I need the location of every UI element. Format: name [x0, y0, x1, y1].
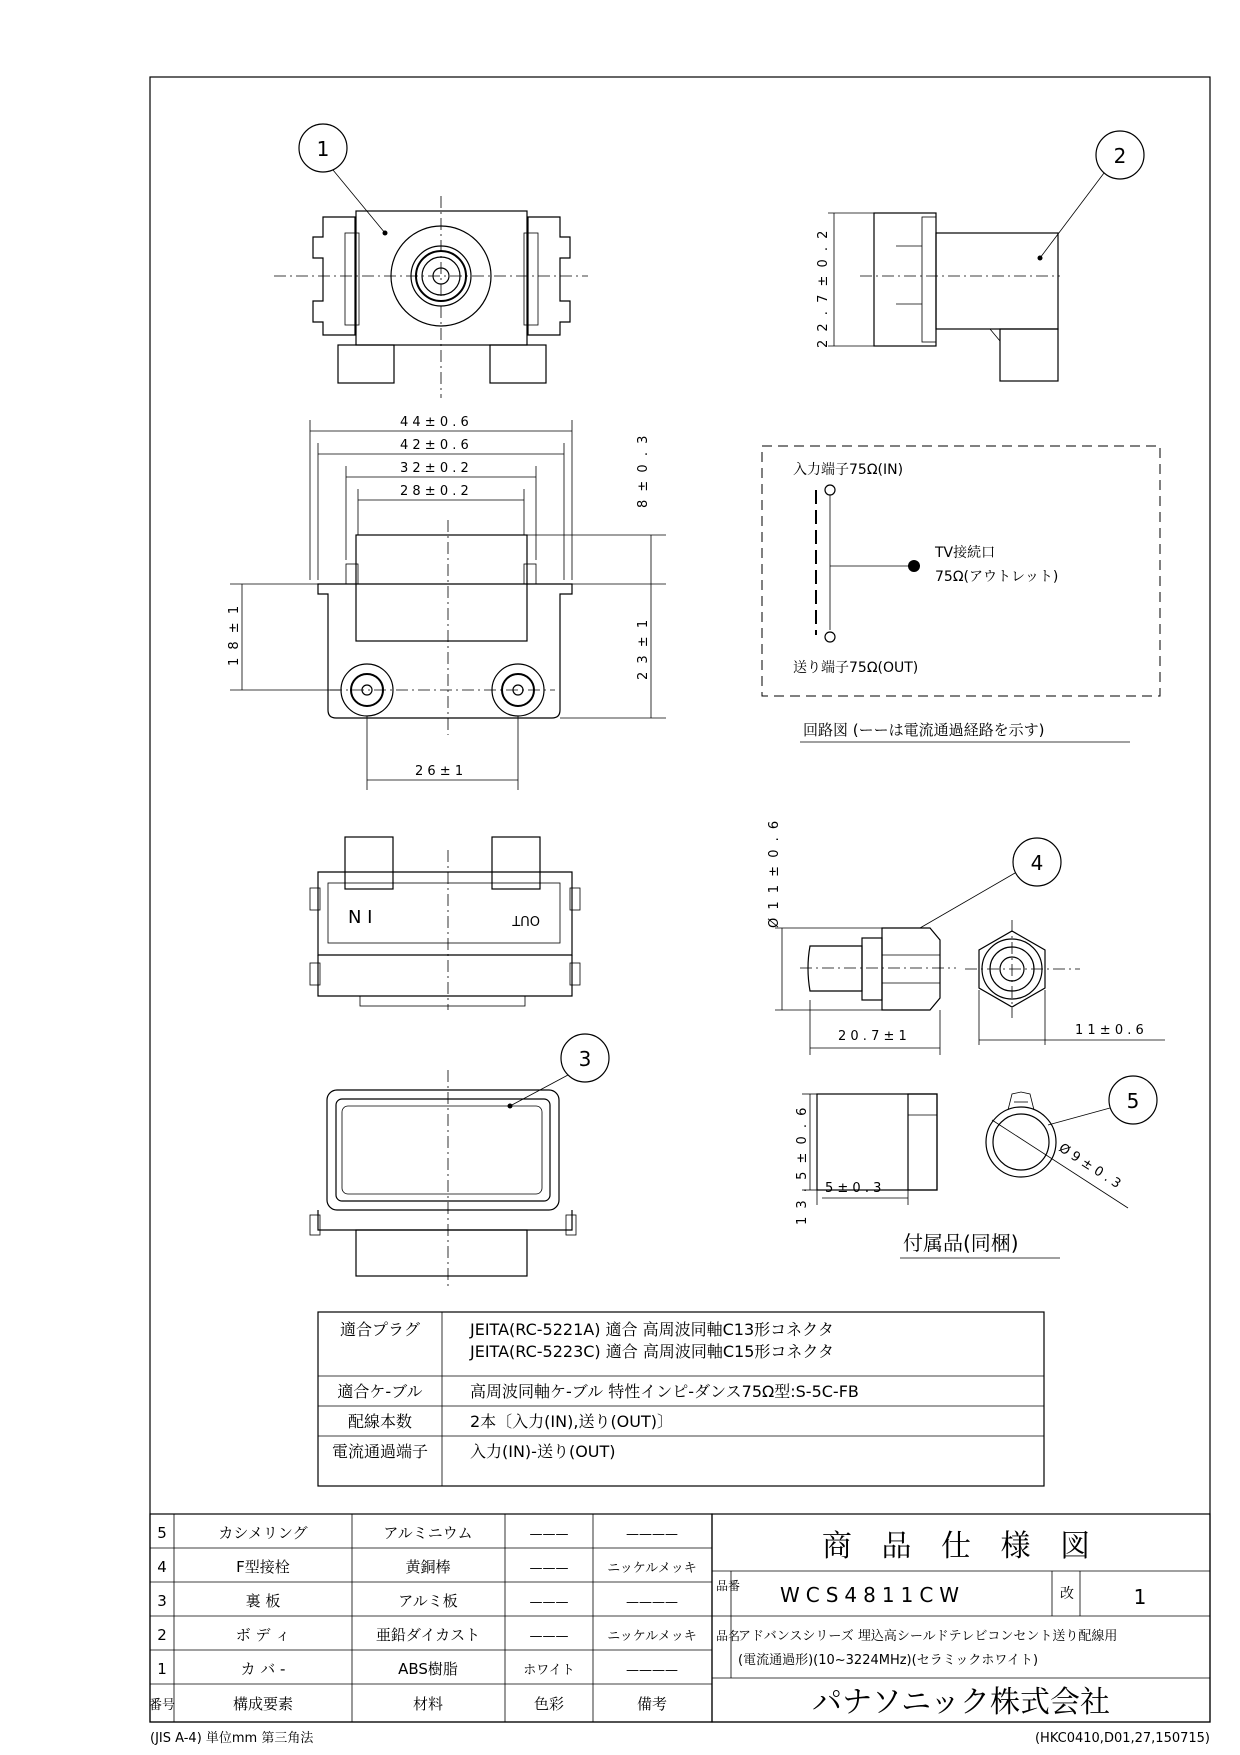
parts-table: [149, 1514, 712, 1722]
dim-5: 5 ± 0 . 3: [825, 1181, 882, 1196]
dim-28: 2 8 ± 0 . 2: [400, 484, 469, 499]
part-row-5-material: アルミニウム: [383, 1524, 473, 1542]
circuit-out-label: 送り端子75Ω(OUT): [793, 660, 919, 676]
part-row-3-note: ————: [626, 1595, 678, 1610]
f-connector-view: [767, 819, 1165, 1055]
part-row-4-no: 4: [157, 1558, 167, 1576]
out-mark: OUT: [512, 912, 540, 927]
part-row-3-no: 3: [157, 1592, 167, 1610]
parts-header-no: 番号: [148, 1698, 176, 1713]
circuit-tv-sub: 75Ω(アウトレット): [935, 569, 1059, 585]
dim-42: 4 2 ± 0 . 6: [400, 438, 469, 453]
footer-right: (HKC0410,D01,27,150715): [1034, 1731, 1210, 1746]
front-view: [274, 124, 588, 398]
part-no-label: 品番: [716, 1579, 741, 1593]
name-label: 品名: [716, 1629, 741, 1643]
rev: 1: [1133, 1585, 1147, 1609]
dim-32: 3 2 ± 0 . 2: [400, 461, 469, 476]
rev-label: 改: [1060, 1586, 1074, 1602]
parts-header-note: 備考: [636, 1695, 668, 1713]
dim-23: 2 3 ± 1: [636, 617, 651, 680]
part-row-5-color: ———: [529, 1527, 569, 1542]
spec-label-cable: 適合ケ-ブル: [337, 1382, 423, 1401]
dim-18: 1 8 ± 1: [227, 603, 242, 666]
circuit-in-label: 入力端子75Ω(IN): [793, 462, 904, 478]
dim-26: 2 6 ± 1: [415, 764, 464, 779]
part-no: WCS4811CW: [780, 1583, 966, 1607]
part-row-3-name: 裏 板: [245, 1592, 281, 1610]
part-row-1-no: 1: [157, 1660, 167, 1678]
name-line-2: (電流通過形)(10~3224MHz)(セラミックホワイト): [738, 1653, 1039, 1668]
spec-table: [318, 1312, 1044, 1486]
balloon-1-label: 1: [316, 137, 330, 161]
part-row-3-material: アルミ板: [398, 1592, 458, 1610]
part-row-1-name: カ バ -: [240, 1660, 286, 1678]
spec-value-plug-1: JEITA(RC-5221A) 適合 高周波同軸C13形コネクタ: [470, 1320, 834, 1339]
company-name: パナソニック株式会社: [812, 1685, 1110, 1720]
spec-label-plug: 適合プラグ: [339, 1320, 421, 1339]
in-mark: N I: [348, 907, 373, 928]
dim-20-7: 2 0 . 7 ± 1: [838, 1029, 907, 1044]
circuit-diagram: [762, 446, 1160, 742]
spec-label-terminal: 電流通過端子: [331, 1442, 429, 1461]
part-row-1-note: ————: [626, 1663, 678, 1678]
balloon-3-label: 3: [578, 1047, 592, 1071]
underside-view: [310, 837, 580, 1010]
part-row-1-material: ABS樹脂: [398, 1660, 458, 1678]
dim-11: 1 1 ± 0 . 6: [1075, 1023, 1144, 1038]
part-row-1-color: ホワイト: [523, 1663, 575, 1678]
spec-label-wiring: 配線本数: [347, 1412, 413, 1431]
part-row-5-name: カシメリング: [218, 1524, 308, 1542]
part-row-5-note: ————: [626, 1527, 678, 1542]
part-row-4-material: 黄銅棒: [405, 1558, 451, 1576]
spec-value-cable: 高周波同軸ケ-ブル 特性インピ-ダンス75Ω型:S-5C-FB: [470, 1382, 859, 1401]
spec-value-terminal: 入力(IN)-送り(OUT): [470, 1442, 616, 1461]
dim-8: 8 ± 0 . 3: [636, 433, 651, 508]
dim-13-5: 1 3 . 5 ± 0 . 6: [795, 1105, 810, 1225]
dim-9: Ø 9 ± 0 . 3: [1055, 1140, 1124, 1192]
parts-header-color: 色彩: [533, 1695, 565, 1713]
circuit-caption: 回路図 (ーーは電流通過経路を示す): [803, 721, 1045, 739]
part-row-4-note: ニッケルメッキ: [607, 1561, 697, 1576]
part-row-4-name: F型接栓: [236, 1558, 290, 1576]
footer-left: (JIS A-4) 単位mm 第三角法: [150, 1731, 314, 1746]
name-line-1: アドバンスシリーズ 埋込高シールドテレビコンセント送り配線用: [738, 1629, 1118, 1644]
spec-value-plug-2: JEITA(RC-5223C) 適合 高周波同軸C15形コネクタ: [470, 1342, 835, 1361]
sheet-border: [150, 77, 1210, 1722]
crimp-ring-view: [795, 1076, 1157, 1258]
accessories-caption: 付属品(同梱): [903, 1231, 1019, 1255]
part-row-2-color: ———: [529, 1629, 569, 1644]
parts-header-name: 構成要素: [232, 1695, 294, 1713]
balloon-4-label: 4: [1030, 851, 1044, 875]
dim-22-7: 2 2 . 7 ± 0 . 2: [816, 228, 831, 348]
balloon-2-label: 2: [1113, 144, 1127, 168]
back-view: [227, 415, 666, 790]
part-row-2-no: 2: [157, 1626, 167, 1644]
balloon-5-label: 5: [1126, 1089, 1140, 1113]
part-row-2-note: ニッケルメッキ: [607, 1629, 697, 1644]
spec-value-wiring: 2本〔入力(IN),送り(OUT)〕: [470, 1412, 674, 1431]
title: 商 品 仕 様 図: [821, 1529, 1101, 1564]
part-row-2-material: 亜鉛ダイカスト: [375, 1626, 481, 1644]
dim-44: 4 4 ± 0 . 6: [400, 415, 469, 430]
title-block: [712, 1514, 1210, 1722]
dim-d11: Ø 1 1 ± 0 . 6: [767, 818, 782, 928]
circuit-tv-label: TV接続口: [935, 545, 996, 561]
part-row-2-name: ボ デ ィ: [235, 1626, 291, 1644]
back-plate-view: [310, 1034, 609, 1290]
parts-header-material: 材料: [412, 1695, 444, 1713]
part-row-4-color: ———: [529, 1561, 569, 1576]
part-row-3-color: ———: [529, 1595, 569, 1610]
side-view: [816, 131, 1144, 381]
part-row-5-no: 5: [157, 1524, 167, 1542]
